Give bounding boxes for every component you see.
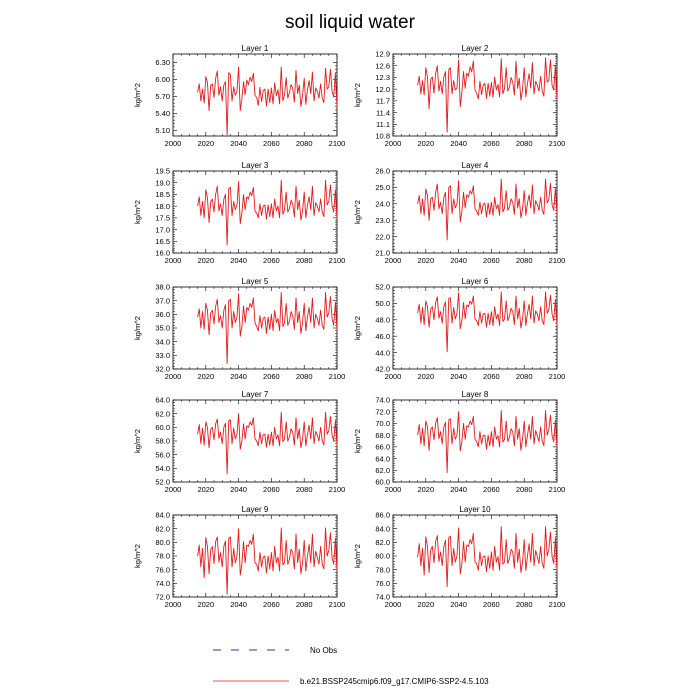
y-tick-label: 18.0: [155, 201, 170, 211]
y-tick-label: 26.0: [375, 166, 390, 176]
y-tick-label: 64.0: [155, 395, 170, 405]
y-tick-label: 38.0: [155, 282, 170, 292]
x-tick-label: 2100: [548, 139, 566, 148]
chart-panel-layer-3: [133, 161, 345, 265]
x-tick-label: 2020: [197, 600, 215, 609]
x-tick-label: 2040: [230, 139, 247, 148]
chart-panel-layer-1: [133, 44, 345, 148]
y-tick-label: 78.0: [375, 565, 390, 575]
x-tick-label: 2080: [295, 372, 313, 381]
y-tick-label: 46.0: [375, 331, 390, 341]
series-line: [418, 179, 557, 240]
chart-panel-layer-5: [133, 277, 345, 381]
x-tick-label: 2060: [263, 600, 280, 609]
y-tick-label: 34.0: [155, 337, 170, 347]
legend-obs-label: No Obs: [310, 646, 338, 655]
y-tick-label: 72.0: [375, 407, 390, 417]
y-tick-label: 84.0: [375, 524, 390, 534]
y-tick-label: 21.0: [375, 248, 390, 258]
x-tick-label: 2040: [230, 372, 247, 381]
panel-title: Layer 2: [461, 44, 489, 53]
x-tick-label: 2040: [230, 485, 247, 494]
y-tick-label: 19.0: [155, 178, 170, 188]
panel-title: Layer 1: [241, 44, 269, 53]
y-tick-label: 12.6: [375, 61, 390, 71]
chart-panel-layer-8: [353, 390, 565, 494]
y-tick-label: 12.9: [375, 49, 390, 59]
y-tick-label: 62.0: [155, 409, 170, 419]
y-tick-label: 80.0: [155, 538, 170, 548]
y-tick-label: 11.7: [375, 96, 390, 106]
y-tick-label: 70.0: [375, 419, 390, 429]
y-tick-label: 16.0: [155, 248, 170, 258]
panels-grid: [133, 44, 565, 609]
series-line: [418, 58, 557, 132]
x-tick-label: 2040: [230, 256, 247, 265]
y-tick-label: 64.0: [375, 454, 390, 464]
y-axis-label: kg/m^2: [353, 83, 362, 107]
y-tick-label: 12.3: [375, 73, 390, 83]
y-tick-label: 50.0: [375, 299, 390, 309]
y-tick-label: 82.0: [375, 538, 390, 548]
y-tick-label: 52.0: [155, 477, 170, 487]
y-tick-label: 52.0: [375, 282, 390, 292]
chart-panel-layer-10: [353, 505, 565, 609]
x-tick-label: 2000: [384, 485, 402, 494]
x-tick-label: 2080: [295, 256, 313, 265]
y-tick-label: 84.0: [155, 510, 170, 520]
y-axis-label: kg/m^2: [133, 544, 142, 568]
y-tick-label: 12.0: [375, 84, 390, 94]
x-tick-label: 2100: [548, 485, 566, 494]
y-tick-label: 48.0: [375, 315, 390, 325]
y-tick-label: 18.5: [155, 190, 170, 200]
y-tick-label: 24.0: [375, 199, 390, 209]
x-tick-label: 2040: [450, 256, 467, 265]
x-tick-label: 2080: [295, 600, 313, 609]
panel-title: Layer 4: [461, 161, 489, 170]
x-tick-label: 2000: [384, 372, 402, 381]
y-tick-label: 23.0: [375, 215, 390, 225]
y-tick-label: 33.0: [155, 351, 170, 361]
y-tick-label: 37.0: [155, 296, 170, 306]
x-tick-label: 2080: [295, 485, 313, 494]
x-tick-label: 2060: [483, 485, 500, 494]
legend: [213, 646, 489, 686]
series-line: [198, 528, 337, 594]
y-tick-label: 32.0: [155, 364, 170, 374]
y-tick-label: 5.70: [155, 92, 170, 102]
y-axis-label: kg/m^2: [133, 83, 142, 107]
legend-model-label: b.e21.BSSP245cmip6.f09_g17.CMIP6-SSP2-4.5.103: [300, 677, 489, 686]
x-tick-label: 2100: [548, 372, 566, 381]
x-tick-label: 2000: [384, 256, 402, 265]
y-tick-label: 5.10: [155, 126, 170, 136]
y-tick-label: 16.5: [155, 236, 170, 246]
y-tick-label: 74.0: [375, 395, 390, 405]
chart-panel-layer-7: [133, 390, 345, 494]
y-tick-label: 76.0: [375, 579, 390, 589]
x-tick-label: 2100: [548, 600, 566, 609]
chart-panel-layer-2: [353, 44, 565, 148]
x-tick-label: 2080: [515, 139, 533, 148]
panel-title: Layer 7: [241, 390, 269, 399]
y-tick-label: 22.0: [375, 232, 390, 242]
x-tick-label: 2000: [164, 256, 182, 265]
y-axis-label: kg/m^2: [353, 429, 362, 453]
plot-frame: [393, 171, 557, 253]
y-tick-label: 74.0: [375, 592, 390, 602]
y-tick-label: 76.0: [155, 565, 170, 575]
panel-title: Layer 9: [241, 505, 269, 514]
x-tick-label: 2020: [417, 256, 435, 265]
x-tick-label: 2000: [164, 139, 182, 148]
x-tick-label: 2040: [450, 485, 467, 494]
y-tick-label: 6.30: [155, 58, 170, 68]
x-tick-label: 2060: [483, 372, 500, 381]
y-tick-label: 80.0: [375, 551, 390, 561]
series-line: [198, 67, 337, 135]
x-tick-label: 2000: [164, 600, 182, 609]
plot-frame: [173, 171, 337, 253]
chart-panel-layer-9: [133, 505, 345, 609]
x-tick-label: 2080: [295, 139, 313, 148]
x-tick-label: 2100: [328, 485, 346, 494]
y-tick-label: 11.4: [375, 108, 390, 118]
series-line: [418, 292, 557, 352]
x-tick-label: 2060: [483, 139, 500, 148]
x-tick-label: 2020: [197, 139, 215, 148]
y-tick-label: 25.0: [375, 183, 390, 193]
panel-title: Layer 5: [241, 277, 269, 286]
x-tick-label: 2020: [417, 372, 435, 381]
x-tick-label: 2060: [263, 139, 280, 148]
panel-title: Layer 8: [461, 390, 489, 399]
y-axis-label: kg/m^2: [353, 316, 362, 340]
y-axis-label: kg/m^2: [353, 200, 362, 224]
x-tick-label: 2040: [450, 600, 467, 609]
y-axis-label: kg/m^2: [133, 200, 142, 224]
x-tick-label: 2100: [328, 600, 346, 609]
series-line: [198, 292, 337, 363]
x-tick-label: 2080: [515, 256, 533, 265]
y-tick-label: 11.1: [375, 119, 390, 129]
y-tick-label: 54.0: [155, 464, 170, 474]
panel-title: Layer 10: [459, 505, 491, 514]
y-tick-label: 62.0: [375, 465, 390, 475]
x-tick-label: 2080: [515, 372, 533, 381]
x-tick-label: 2020: [197, 485, 215, 494]
x-tick-label: 2100: [548, 256, 566, 265]
x-tick-label: 2040: [450, 139, 467, 148]
x-tick-label: 2000: [384, 600, 402, 609]
y-tick-label: 74.0: [155, 579, 170, 589]
series-line: [418, 411, 557, 473]
x-tick-label: 2040: [450, 372, 467, 381]
y-axis-label: kg/m^2: [133, 316, 142, 340]
x-tick-label: 2060: [263, 256, 280, 265]
series-line: [418, 527, 557, 587]
y-tick-label: 66.0: [375, 442, 390, 452]
y-tick-label: 68.0: [375, 430, 390, 440]
x-tick-label: 2020: [417, 600, 435, 609]
x-tick-label: 2020: [197, 256, 215, 265]
y-tick-label: 44.0: [375, 348, 390, 358]
x-tick-label: 2060: [263, 372, 280, 381]
chart-panel-layer-4: [353, 161, 565, 265]
y-tick-label: 35.0: [155, 323, 170, 333]
y-tick-label: 78.0: [155, 551, 170, 561]
page-title: soil liquid water: [285, 12, 415, 33]
x-tick-label: 2020: [197, 372, 215, 381]
y-tick-label: 42.0: [375, 364, 390, 374]
x-tick-label: 2000: [164, 485, 182, 494]
x-tick-label: 2020: [417, 139, 435, 148]
chart-panel-layer-6: [353, 277, 565, 381]
y-tick-label: 60.0: [375, 477, 390, 487]
plot-frame: [393, 400, 557, 482]
y-tick-label: 17.5: [155, 213, 170, 223]
x-tick-label: 2000: [164, 372, 182, 381]
x-tick-label: 2100: [328, 139, 346, 148]
x-tick-label: 2100: [328, 256, 346, 265]
y-tick-label: 17.0: [155, 225, 170, 235]
x-tick-label: 2000: [384, 139, 402, 148]
x-tick-label: 2080: [515, 600, 533, 609]
y-tick-label: 6.00: [155, 75, 170, 85]
y-tick-label: 86.0: [375, 510, 390, 520]
series-line: [198, 412, 337, 474]
x-tick-label: 2040: [230, 600, 247, 609]
y-tick-label: 60.0: [155, 423, 170, 433]
x-tick-label: 2060: [483, 256, 500, 265]
plot-frame: [173, 400, 337, 482]
y-tick-label: 19.5: [155, 166, 170, 176]
x-tick-label: 2100: [328, 372, 346, 381]
y-tick-label: 36.0: [155, 310, 170, 320]
x-tick-label: 2060: [483, 600, 500, 609]
y-tick-label: 58.0: [155, 436, 170, 446]
y-tick-label: 5.40: [155, 109, 170, 119]
y-tick-label: 56.0: [155, 450, 170, 460]
panel-title: Layer 3: [241, 161, 269, 170]
y-tick-label: 82.0: [155, 524, 170, 534]
series-line: [198, 180, 337, 244]
y-axis-label: kg/m^2: [353, 544, 362, 568]
panel-title: Layer 6: [461, 277, 489, 286]
y-tick-label: 72.0: [155, 592, 170, 602]
y-tick-label: 10.8: [375, 131, 390, 141]
x-tick-label: 2080: [515, 485, 533, 494]
x-tick-label: 2060: [263, 485, 280, 494]
x-tick-label: 2020: [417, 485, 435, 494]
y-axis-label: kg/m^2: [133, 429, 142, 453]
